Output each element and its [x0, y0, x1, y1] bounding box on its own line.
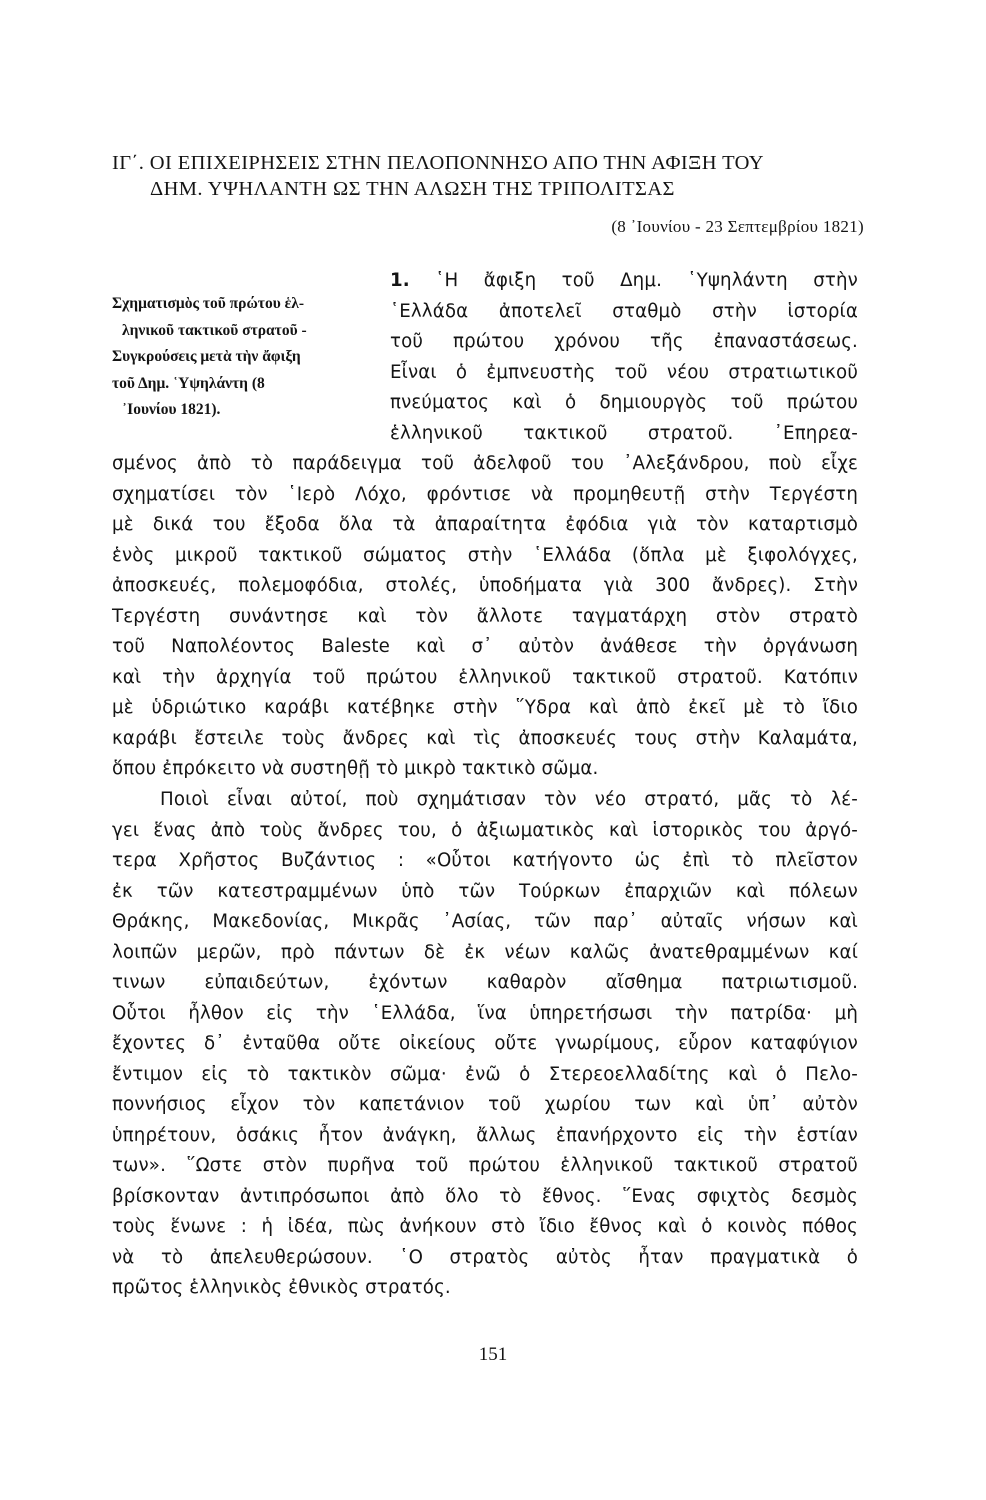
margin-note	[112, 291, 374, 424]
chapter-title-line: ΙΓ΄. ΟΙ ΕΠΙΧΕΙΡΗΣΕΙΣ ΣΤΗΝ ΠΕΛΟΠΟΝΝΗΣΟ ΑΠΟ ΤΗΝ ΑΦΙΞΗ ΤΟΥ	[112, 152, 765, 174]
text-line: Τεργέστη συνάντησε καὶ τὸν ἄλλοτε ταγματάρχη στὸν στρατὸ	[112, 605, 858, 627]
text-line: ὑπηρέτουν, ὁσάκις ἦτον ἀνάγκη, ἄλλως ἐπανήρχοντο εἰς τὴν ἑστίαν	[112, 1124, 858, 1146]
text-line: τινων εὐπαιδεύτων, ἐχόντων καθαρὸν αἴσθημα πατριωτισμοῦ.	[112, 972, 858, 993]
margin-note-line: Συγκρούσεις μετὰ τὴν ἄφιξη	[112, 348, 301, 365]
text-line: βρίσκονταν ἀντιπρόσωποι ἀπὸ ὅλο τὸ ἔθνος. ῞Ενας σφιχτὸς δεσμὸς	[112, 1185, 858, 1207]
margin-note-line: Σχηματισμὸς τοῦ πρώτου ἑλ-	[112, 295, 305, 312]
text-line: καράβι ἔστειλε τοὺς ἄνδρες καὶ τὶς ἀποσκευές τους στὴν Καλαμάτα,	[112, 727, 858, 749]
margin-note-line: τοῦ Δημ. ῾Υψηλάντη (8	[112, 374, 265, 392]
text-line: σχηματίσει τὸν ῾Ιερὸ Λόχο, φρόντισε νὰ προμηθευτῇ στὴν Τεργέστη	[112, 483, 858, 505]
text-line: μὲ δικά του ἔξοδα ὅλα τὰ ἀπαραίτητα ἐφόδια γιὰ τὸν καταρτισμὸ	[112, 514, 858, 535]
text-line: τοῦ πρώτου χρόνου τῆς ἐπαναστάσεως.	[390, 331, 858, 352]
text-line: ἑνὸς μικροῦ τακτικοῦ σώματος στὴν ῾Ελλάδα (ὅπλα μὲ ξιφολόγχες,	[112, 544, 858, 566]
text-line: λοιπῶν μερῶν, πρὸ πάντων δὲ ἐκ νέων καλῶς ἀνατεθραμμένων καί	[112, 941, 858, 963]
text-line: ἔχοντες δ᾿ ἐνταῦθα οὔτε οἰκείους οὔτε γνωρίμους, εὗρον καταφύγιον	[112, 1033, 858, 1054]
margin-note-line: ληνικοῦ τακτικοῦ στρατοῦ -	[122, 321, 307, 339]
text-line: μὲ ὑδριώτικο καράβι κατέβηκε στὴν ῞Υδρα καὶ ἀπὸ ἐκεῖ μὲ τὸ ἴδιο	[112, 697, 858, 718]
text-line: Ποιοὶ εἶναι αὐτοί, ποὺ σχημάτισαν τὸν νέο στρατό, μᾶς τὸ λέ-	[160, 789, 858, 810]
section-number: 1.	[390, 270, 410, 291]
text-line: γει ἕνας ἀπὸ τοὺς ἄνδρες του, ὁ ἀξιωματικὸς καὶ ἱστορικὸς του ἀργό-	[112, 819, 858, 841]
text-line: πρῶτος ἑλληνικὸς ἐθνικὸς στρατός.	[112, 1277, 451, 1298]
text-line: τοῦ Ναπολέοντος Baleste καὶ σ᾿ αὐτὸν ἀνάθεσε τὴν ὀργάνωση	[112, 636, 858, 657]
margin-note-line: ᾿Ιουνίου 1821).	[122, 401, 221, 418]
text-line: σμένος ἀπὸ τὸ παράδειγμα τοῦ ἀδελφοῦ του ᾿Αλεξάνδρου, ποὺ εἶχε	[112, 453, 858, 474]
text-line: πνεύματος καὶ ὁ δημιουργὸς τοῦ πρώτου	[390, 392, 858, 413]
text-line: τερα Χρῆστος Βυζάντιος : «Οὗτοι κατήγοντο ὡς ἐπὶ τὸ πλεῖστον	[112, 850, 858, 871]
text-line	[390, 266, 858, 297]
chapter-date-range: (8 ᾿Ιουνίου - 23 Σεπτεμβρίου 1821)	[611, 217, 864, 236]
section-opening	[390, 266, 858, 449]
text-line: νὰ τὸ ἀπελευθερώσουν. ῾Ο στρατὸς αὐτὸς ἦταν πραγματικὰ ὁ	[112, 1246, 858, 1268]
text-line: ἔντιμον εἰς τὸ τακτικὸν σῶμα· ἐνῶ ὁ Στερεοελλαδίτης καὶ ὁ Πελο-	[112, 1063, 858, 1085]
text-line: ἀποσκευές, πολεμοφόδια, στολές, ὑποδήματα γιὰ 300 ἄνδρες). Στὴν	[112, 575, 858, 596]
text-line: ὅπου ἐπρόκειτο νὰ συστηθῇ τὸ μικρὸ τακτικὸ σῶμα.	[112, 758, 599, 779]
text-line: καὶ τὴν ἀρχηγία τοῦ πρώτου ἑλληνικοῦ τακτικοῦ στρατοῦ. Κατόπιν	[112, 666, 858, 688]
text-line: ἐκ τῶν κατεστραμμένων ὑπὸ τῶν Τούρκων ἐπαρχιῶν καὶ πόλεων	[112, 880, 858, 902]
paragraph-1	[112, 449, 858, 785]
text-line: Οὗτοι ἦλθον εἰς τὴν ῾Ελλάδα, ἵνα ὑπηρετήσωσι τὴν πατρίδα· μὴ	[112, 1002, 858, 1024]
chapter-title	[112, 150, 872, 202]
text-line: Εἶναι ὁ ἐμπνευστὴς τοῦ νέου στρατιωτικοῦ	[390, 361, 858, 383]
section-opening-text: ῾Η ἄφιξη τοῦ Δημ. ῾Υψηλάντη στὴν	[435, 270, 858, 291]
page-number: 151	[478, 1344, 508, 1365]
text-line: ποννήσιος εἶχον τὸν καπετάνιον τοῦ χωρίου των καὶ ὑπ᾿ αὐτὸν	[112, 1094, 858, 1115]
text-line: Θράκης, Μακεδονίας, Μικρᾶς ᾿Ασίας, τῶν παρ᾿ αὐταῖς νήσων καὶ	[112, 911, 858, 932]
chapter-title-line: ΔΗΜ. ΥΨΗΛΑΝΤΗ ΩΣ ΤΗΝ ΑΛΩΣΗ ΤΗΣ ΤΡΙΠΟΛΙΤΣΑΣ	[150, 178, 675, 200]
text-line: των». ῞Ωστε στὸν πυρῆνα τοῦ πρώτου ἑλληνικοῦ τακτικοῦ στρατοῦ	[112, 1155, 858, 1176]
text-line: ἑλληνικοῦ τακτικοῦ στρατοῦ. ᾿Επηρεα-	[390, 422, 858, 444]
paragraph-2	[112, 785, 858, 1304]
text-line: ῾Ελλάδα ἀποτελεῖ σταθμὸ στὴν ἱστορία	[390, 300, 858, 322]
text-line: τοὺς ἕνωνε : ἡ ἰδέα, πὼς ἀνήκουν στὸ ἴδιο ἔθνος καὶ ὁ κοινὸς πόθος	[112, 1216, 858, 1237]
